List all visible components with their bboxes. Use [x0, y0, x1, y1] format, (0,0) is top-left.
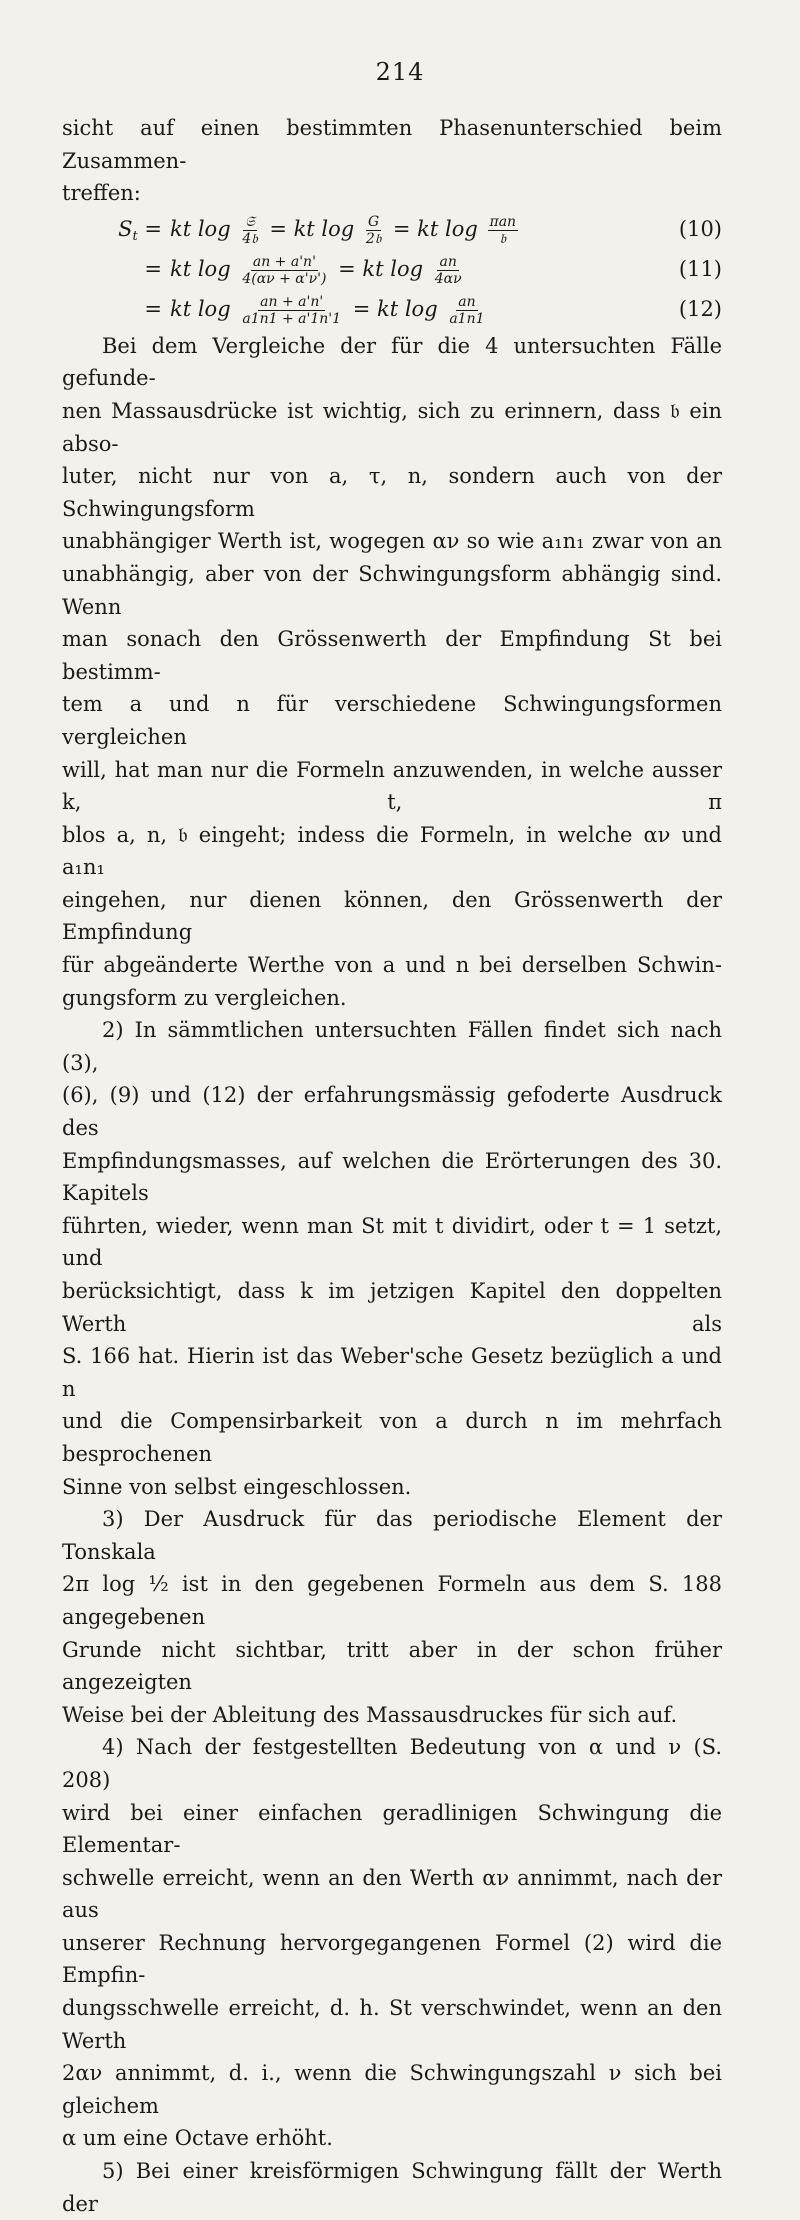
page-number: 214 — [375, 58, 425, 86]
intro-line: treffen: — [62, 181, 141, 206]
paragraph — [62, 1731, 722, 2155]
fraction: $\frac{an}{4\alpha\nu}$ — [434, 253, 462, 287]
text-line: führten, wieder, wenn man St mit t dividirt, oder t = 1 setzt, und — [62, 1213, 722, 1271]
eq-term: kt log — [170, 296, 231, 321]
text-line: berücksichtigt, dass k im jetzigen Kapitel den doppelten Werth als — [62, 1279, 722, 1336]
eq-term: = kt log — [338, 256, 424, 281]
text-line: wird bei einer einfachen geradlinigen Schwingung die Elementar- — [62, 1800, 722, 1858]
text-line: für abgeänderte Werthe von a und n bei derselben Schwin- — [62, 953, 722, 978]
fraction: $\frac{\text{πan}}{\text{𝔟}}$ — [489, 213, 517, 247]
eq-term: = kt log — [269, 216, 355, 241]
text-line: unserer Rechnung hervorgegangenen Formel (2) wird die Empfin- — [62, 1930, 722, 1988]
paragraph — [62, 330, 722, 1014]
text-line: 3) Der Ausdruck für das periodische Element der Tonskala — [62, 1507, 722, 1564]
text-line: unabhängiger Werth ist, wogegen αν so wie a₁n₁ zwar von an — [62, 529, 722, 554]
text-line: Bei dem Vergleiche der für die 4 untersuchten Fälle gefunde- — [62, 333, 722, 391]
text-line: dungsschwelle erreicht, d. h. St verschwindet, wenn an den Werth — [62, 1996, 722, 2053]
text-line: unabhängig, aber von der Schwingungsform abhängig sind. Wenn — [62, 561, 722, 619]
fraction: $\frac{an}{a1n1}$ — [449, 293, 485, 327]
text-line: luter, nicht nur von a, τ, n, sondern auch von der Schwingungsform — [62, 464, 722, 521]
text-line: 4) Nach der festgestellten Bedeutung von α und ν (S. 208) — [62, 1735, 722, 1792]
text-line: 5) Bei einer kreisförmigen Schwingung fällt der Werth der — [62, 2159, 722, 2216]
eq-lhs: = — [144, 257, 162, 282]
intro-line: sicht auf einen bestimmten Phasenunterschied beim Zusammen- — [62, 116, 722, 173]
eq-term: = kt log — [352, 296, 438, 321]
eq-term: kt log — [170, 256, 231, 281]
text-line: Grunde nicht sichtbar, tritt aber in der schon früher angezeigten — [62, 1637, 722, 1695]
text-line: schwelle erreicht, wenn an den Werth αν annimmt, nach der aus — [62, 1865, 722, 1923]
text-line: tem a und n für verschiedene Schwingungsformen vergleichen — [62, 692, 722, 749]
text-line: α um eine Octave erhöht. — [62, 2126, 333, 2151]
paragraph — [62, 1014, 722, 1503]
equation-number: (10) — [678, 217, 722, 242]
eq-term: kt log — [170, 216, 231, 241]
equation-12 — [62, 290, 722, 330]
text-line: Empfindungsmasses, auf welchen die Erörterungen des 30. Kapitels — [62, 1148, 722, 1206]
eq-lhs: = — [144, 297, 162, 322]
text-line: (6), (9) und (12) der erfahrungsmässig gefoderte Ausdruck des — [62, 1083, 722, 1141]
body-text — [62, 112, 722, 2220]
text-line: 2π log ½ ist in den gegebenen Formeln aus dem S. 188 angegebenen — [62, 1572, 722, 1629]
fraction: $\frac{an + a'n'}{4(\alpha\nu + \alpha'\nu')}$ — [242, 253, 327, 287]
text-line: man sonach den Grössenwerth der Empfindung St bei bestimm- — [62, 627, 722, 684]
paragraph — [62, 1503, 722, 1731]
equation-10: $S_t$ = kt log $\frac{\text{𝔖}}{\text{4𝔟}}$ = kt log $\frac{G}{\text{2𝔟}}$ = kt log $\frac{\text{πan}}{\text{𝔟}}$ (10) — [118, 213, 722, 247]
equation-number: (11) — [678, 257, 722, 282]
eq-term: = kt log — [392, 216, 478, 241]
text-line: Weise bei der Ableitung des Massausdruckes für sich auf. — [62, 1702, 678, 1727]
text-line: 2αν annimmt, d. i., wenn die Schwingungszahl ν sich bei gleichem — [62, 2061, 722, 2118]
text-line: und die Compensirbarkeit von a durch n im mehrfach besprochenen — [62, 1409, 722, 1466]
text-line: gungsform zu vergleichen. — [62, 985, 347, 1010]
text-line: Sinne von selbst eingeschlossen. — [62, 1474, 412, 1499]
text-line: blos a, n, 𝔟 eingeht; indess die Formeln, in welche αν und a₁n₁ — [62, 822, 722, 880]
text-line: 2) In sämmtlichen untersuchten Fällen findet sich nach (3), — [62, 1018, 722, 1075]
text-line: S. 166 hat. Hierin ist das Weber'sche Gesetz bezüglich a und n — [62, 1344, 722, 1401]
fraction: $\frac{\text{𝔖}}{\text{4𝔟}}$ — [242, 213, 258, 247]
paragraph — [62, 2155, 722, 2220]
text-line: nen Massausdrücke ist wichtig, sich zu erinnern, dass 𝔟 ein abso- — [62, 398, 722, 456]
fraction: $\frac{G}{\text{2𝔟}}$ — [365, 213, 382, 247]
text-line: will, hat man nur die Formeln anzuwenden, in welche ausser k, t, π — [62, 757, 722, 815]
text-line: eingehen, nur dienen können, den Grössenwerth der Empfindung — [62, 887, 722, 945]
fraction: $\frac{an + a'n'}{a1n1 + a'1n'1}$ — [242, 293, 342, 327]
paragraphs — [62, 330, 722, 2220]
equation-11 — [62, 250, 722, 290]
equation-number: (12) — [678, 297, 722, 322]
